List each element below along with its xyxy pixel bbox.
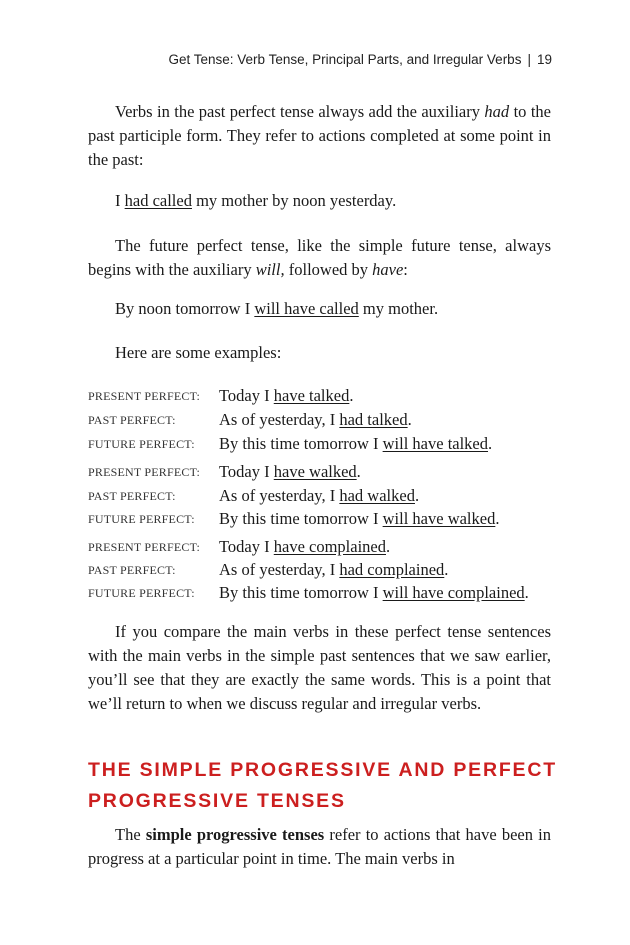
underlined-verb: have complained: [273, 537, 386, 556]
example-row: PRESENT PERFECT: Today I have walked.: [88, 460, 568, 484]
underlined-verb: had walked: [339, 486, 415, 505]
tense-label: PAST PERFECT:: [88, 413, 176, 427]
example-row: FUTURE PERFECT: By this time tomorrow I will have talked.: [88, 432, 568, 456]
emphasis-will: will,: [255, 260, 285, 279]
underlined-verb: had called: [124, 191, 192, 210]
running-header: [169, 52, 553, 67]
underlined-verb: had talked: [339, 410, 408, 429]
tense-label: PAST PERFECT:: [88, 489, 176, 503]
underlined-verb: have talked: [273, 386, 350, 405]
underlined-verb: had complained: [339, 560, 445, 579]
bold-term: simple progressive tenses: [145, 825, 325, 844]
examples-intro: Here are some examples:: [115, 343, 282, 362]
tense-label: PRESENT PERFECT:: [88, 540, 201, 554]
underlined-verb: have walked: [273, 462, 357, 481]
paragraph-comparison: If you compare the main verbs in these perfect tense sentences with the main verbs in the simple past sentences that we saw earlier, you’ll see that they are exactly the same words. This is a point that we’ll return to when we discuss regular and irregular verbs.: [88, 622, 551, 713]
example-row: PRESENT PERFECT: Today I have talked.: [88, 384, 568, 408]
tense-label: FUTURE PERFECT:: [88, 586, 195, 600]
underlined-verb: will have talked: [382, 434, 489, 453]
header-title: Get Tense: Verb Tense, Principal Parts, and Irregular Verbs: [168, 52, 522, 67]
tense-label: PRESENT PERFECT:: [88, 389, 201, 403]
tense-label: FUTURE PERFECT:: [88, 512, 195, 526]
underlined-verb: will have called: [254, 299, 359, 318]
tense-label: PAST PERFECT:: [88, 563, 176, 577]
underlined-verb: will have walked: [382, 509, 496, 528]
example-row: PAST PERFECT: As of yesterday, I had talked.: [88, 408, 568, 432]
example-sentence-future-perfect: By noon tomorrow I will have called my mother.: [115, 299, 439, 318]
example-sentence-past-perfect: I had called my mother by noon yesterday.: [115, 191, 397, 210]
example-row: PRESENT PERFECT: Today I have complained.: [88, 535, 568, 559]
example-row: PAST PERFECT: As of yesterday, I had walked.: [88, 484, 568, 508]
section-heading: THE SIMPLE PROGRESSIVE AND PERFECT PROGRESSIVE TENSES: [88, 759, 557, 812]
example-row: FUTURE PERFECT: By this time tomorrow I will have walked.: [88, 507, 568, 531]
header-separator: |: [527, 52, 531, 67]
example-row: FUTURE PERFECT: By this time tomorrow I will have complained.: [88, 581, 568, 605]
tense-label: PRESENT PERFECT:: [88, 465, 201, 479]
emphasis-had: had: [484, 102, 510, 121]
example-row: PAST PERFECT: As of yesterday, I had complained.: [88, 558, 568, 582]
emphasis-have: have: [372, 260, 404, 279]
paragraph-past-perfect: Verbs in the past perfect tense always add the auxiliary had to the past participle form. They refer to actions completed at some point in the past:: [88, 102, 551, 169]
tense-label: FUTURE PERFECT:: [88, 437, 195, 451]
paragraph-future-perfect: The future perfect tense, like the simple future tense, always begins with the auxiliary will, followed by have:: [88, 236, 551, 279]
paragraph-simple-progressive: The simple progressive tenses refer to actions that have been in progress at a particular point in time. The main verbs in: [88, 825, 551, 868]
underlined-verb: will have complained: [382, 583, 525, 602]
page-number: 19: [536, 52, 552, 67]
